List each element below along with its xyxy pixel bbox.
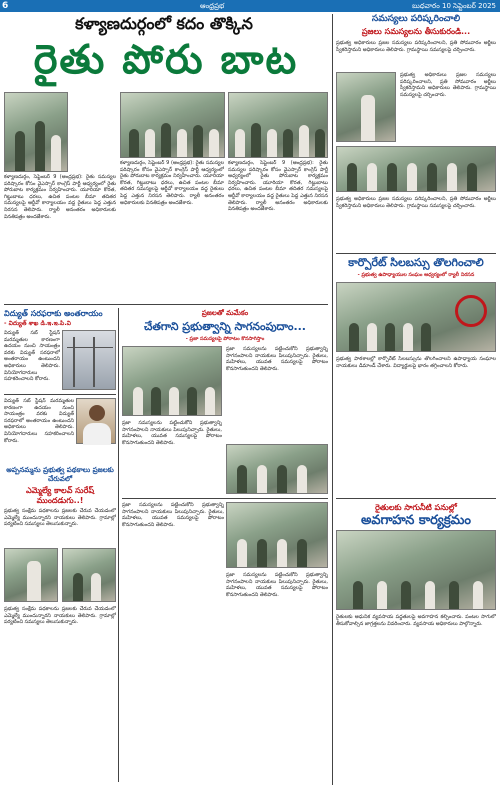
lead-body-col1: కళ్యాణదుర్గం, సెప్టెంబర్ 9 (ఆంధ్రప్రభ): రైతు సమస్యల పరిష్కారం కోసం వైఎస్సార్ కాంగ్రెస్ పార్టీ ఆధ్వర్యంలో రైతు పోరుబాట కార్యక్రమం నిర్వహించారు. యూరియా కొరత, గిట్టుబాటు ధరలు, ఉచిత పంటల బీమా తదితర సమస్యలపై ఆర్డీవో కార్యాలయం వద్ద రైతులు పెద్ద ఎత్తున నిరసన తెలిపారు. ర్యాలీ అనంతరం అధికారులకు వినతిపత్రం అందజేశారు. [4,174,116,220]
issue-date: బుధవారం 10 సెప్టెంబర్ 2025 [412,2,496,10]
lead-photo-right [228,92,328,158]
lead-kicker: కళ్యాణదుర్గంలో కదం తొక్కిన [75,14,253,33]
person-body: విద్యుత్ సబ్ స్టేషన్ మరమ్మతుల కారణంగా ఉదయం నుంచి సాయంత్రం వరకు విద్యుత్ సరఫరాలో అంతరాయం ఉంటుందని అధికారులు తెలిపారు. వినియోగదారులు సహకరించాలని కోరారు. [4,398,74,444]
right-top-headline: ప్రజలు సమస్యలను తీసుకురండి... [361,27,471,36]
center-body-4: ప్రజా సమస్యలను పట్టించుకోని ప్రభుత్వాన్ని సాగనంపాలని నాయకులు పిలుపునిచ్చారు. రైతులు, మహిళలు, యువత సమస్యలపై పోరాటం కొనసాగుతుందని తెలిపారు. [226,572,328,598]
mla-photo-1 [4,548,58,602]
ryathula-photo [336,530,496,610]
mla-subhead: ఎమ్మెల్యే కాలవ్ సురేష్ ముందడుగు..! [25,486,95,505]
masthead: ఆంధ్రప్రభ [200,2,225,10]
mla-photo-2 [62,548,116,602]
mla-body: ప్రభుత్వ సంక్షేమ పథకాలను ప్రజలకు చేరువ చేయడంలో ఎమ్మెల్యే ముందున్నారని నాయకులు తెలిపారు. గ్రామాల్లో పర్యటించి సమస్యలు తెలుసుకున్నారు. [4,508,116,528]
center-body-2: ప్రజా సమస్యలను పట్టించుకోని ప్రభుత్వాన్ని సాగనంపాలని నాయకులు పిలుపునిచ్చారు. రైతులు, మహిళలు, యువత సమస్యలపై పోరాటం కొనసాగుతుందని తెలిపారు. [122,420,222,446]
right-top-photo-1 [336,72,396,142]
corporate-headline: కార్పొరేట్ సిలబస్సు తొలగించాలి [348,256,484,269]
center-body: ప్రజా సమస్యలను పట్టించుకోని ప్రభుత్వాన్ని సాగనంపాలని నాయకులు పిలుపునిచ్చారు. రైతులు, మహిళలు, యువత సమస్యలపై పోరాటం కొనసాగుతుందని తెలిపారు. [226,346,328,372]
corporate-photo [336,282,496,352]
divider-left-1 [4,304,328,305]
page-header-bar [0,0,500,12]
corporate-body: ప్రభుత్వ పాఠశాలల్లో కార్పొరేట్ సిలబస్సును తొలగించాలని ఉపాధ్యాయ సంఘాల నాయకులు డిమాండ్ చేశారు. విద్యార్థులపై భారం తగ్గించాలని కోరారు. [336,356,496,369]
ryathula-headline: అవగాహన కార్యక్రమం [361,513,471,528]
lead-body-col2: కళ్యాణదుర్గం, సెప్టెంబర్ 9 (ఆంధ్రప్రభ): రైతు సమస్యల పరిష్కారం కోసం వైఎస్సార్ కాంగ్రెస్ పార్టీ ఆధ్వర్యంలో రైతు పోరుబాట కార్యక్రమం నిర్వహించారు. యూరియా కొరత, గిట్టుబాటు ధరలు, ఉచిత పంటల బీమా తదితర సమస్యలపై ఆర్డీవో కార్యాలయం వద్ద రైతులు పెద్ద ఎత్తున నిరసన తెలిపారు. ర్యాలీ అనంతరం అధికారులకు వినతిపత్రం అందజేశారు. [120,160,224,206]
page-number: 6 [2,1,9,11]
divider-right-1 [336,253,496,254]
person-photo [76,398,116,444]
center-photo-3 [226,502,328,568]
mla-headline: అప్పనమ్మను ప్రభుత్వ పథకాలు ప్రజలకు చేరువలో [6,466,114,483]
column-divider-left [118,308,119,782]
divider-left-2 [4,394,116,395]
divider-center [122,498,328,499]
power-body: విద్యుత్ సబ్ స్టేషన్ మరమ్మతుల కారణంగా ఉదయం నుంచి సాయంత్రం వరకు విద్యుత్ సరఫరాలో అంతరాయం ఉంటుందని అధికారులు తెలిపారు. వినియోగదారులు సహకరించాలని కోరారు. [4,330,60,383]
lead-photo-center [120,92,225,158]
ryathula-body: రైతులకు ఆధునిక వ్యవసాయ పద్ధతులపై అవగాహన కల్పించారు. పంటల సాగులో తీసుకోవాల్సిన జాగ్రత్తలను వివరించారు. వ్యవసాయ అధికారులు పాల్గొన్నారు. [336,614,496,627]
lead-headline: రైతు పోరు బాట [33,37,299,83]
ryathula-kicker: రైతులకు సాగునీటి పనుల్లో [375,503,457,512]
power-byline: - విద్యుత్ శాఖ డి.ఇ.ఇ.పి.వి [4,320,71,327]
center-kicker: ప్రజలతో మమేకం [201,309,249,317]
right-top-kicker: సమస్యలు పరిష్కరించాలి [371,14,461,24]
right-top-photo-2 [336,146,496,192]
corporate-tagline: - ప్రభుత్వ ఉపాధ్యాయుల సంఘం ఆధ్వర్యంలో ర్యాలీ నిరసన [357,272,475,278]
power-photo [62,330,116,390]
right-top-body: ప్రభుత్వ అధికారులు ప్రజల సమస్యలు పరిష్కరించాలని, ప్రతి సోమవారం అర్జీలు స్వీకరిస్తామని అధికారులు తెలిపారు. గ్రామస్థాయి సమస్యలపై చర్చించారు. [336,40,496,53]
right-top-body-3: ప్రభుత్వ అధికారులు ప్రజల సమస్యలు పరిష్కరించాలని, ప్రతి సోమవారం అర్జీలు స్వీకరిస్తామని అధికారులు తెలిపారు. గ్రామస్థాయి సమస్యలపై చర్చించారు. [336,196,496,209]
power-headline: విద్యుత్ సరఫరాకు అంతరాయం [4,309,103,318]
center-tagline: - ప్రజా సమస్యలపై పోరాటం కొనసాగిస్తాం [185,336,265,342]
divider-right-2 [336,498,496,499]
lead-body-col3: కళ్యాణదుర్గం, సెప్టెంబర్ 9 (ఆంధ్రప్రభ): రైతు సమస్యల పరిష్కారం కోసం వైఎస్సార్ కాంగ్రెస్ పార్టీ ఆధ్వర్యంలో రైతు పోరుబాట కార్యక్రమం నిర్వహించారు. యూరియా కొరత, గిట్టుబాటు ధరలు, ఉచిత పంటల బీమా తదితర సమస్యలపై ఆర్డీవో కార్యాలయం వద్ద రైతులు పెద్ద ఎత్తున నిరసన తెలిపారు. ర్యాలీ అనంతరం అధికారులకు వినతిపత్రం అందజేశారు. [228,160,328,213]
right-top-body-2: ప్రభుత్వ అధికారులు ప్రజల సమస్యలు పరిష్కరించాలని, ప్రతి సోమవారం అర్జీలు స్వీకరిస్తామని అధికారులు తెలిపారు. గ్రామస్థాయి సమస్యలపై చర్చించారు. [400,72,496,98]
center-photo-2 [226,444,328,494]
center-headline: చేతగాని ప్రభుత్వాన్ని సాగనంపుదాం... [144,320,306,333]
column-divider [332,14,333,785]
center-photo-1 [122,346,222,416]
mla-body-2: ప్రభుత్వ సంక్షేమ పథకాలను ప్రజలకు చేరువ చేయడంలో ఎమ్మెల్యే ముందున్నారని నాయకులు తెలిపారు. గ్రామాల్లో పర్యటించి సమస్యలు తెలుసుకున్నారు. [4,606,116,626]
center-body-3: ప్రజా సమస్యలను పట్టించుకోని ప్రభుత్వాన్ని సాగనంపాలని నాయకులు పిలుపునిచ్చారు. రైతులు, మహిళలు, యువత సమస్యలపై పోరాటం కొనసాగుతుందని తెలిపారు. [122,502,224,528]
lead-photo-left [4,92,68,172]
